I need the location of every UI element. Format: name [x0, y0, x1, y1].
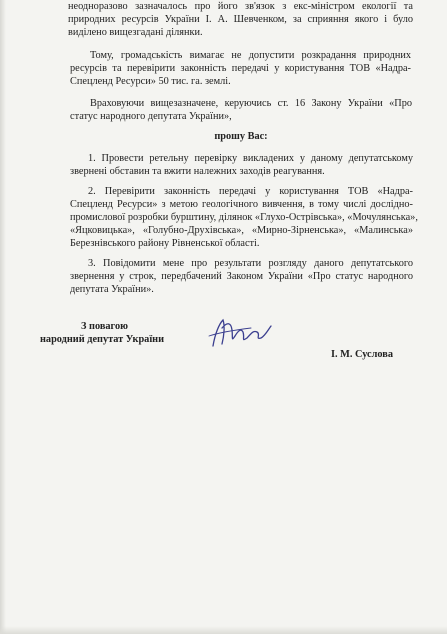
intro-line-2: природних ресурсів України І. А. Шевченком, за сприяння якого і було	[68, 14, 413, 25]
item-2-line-3: промислової розробки бурштину, ділянок «Глухо-Острівська», «Мочулянська»,	[70, 212, 418, 223]
scan-bottom-shadow	[0, 626, 447, 634]
handwritten-signature	[205, 316, 275, 350]
item-1-line-2: звернені обставин та вжити належних заходів реагування.	[70, 166, 325, 177]
item-2-line-5: Березнівського району Рівненської області.	[70, 238, 260, 249]
intro-line-3: виділено вищезгадані ділянки.	[68, 27, 203, 38]
closing-regards: З повагою	[81, 321, 128, 332]
signatory-name: І. М. Суслова	[331, 349, 393, 360]
closing-title: народний депутат України	[40, 334, 165, 345]
intro-line-1: неодноразово зазначалось про його зв'язок з екс-міністром екології та	[68, 1, 413, 12]
item-3-line-2: звернення у строк, передбачений Законом України «Про статус народного	[70, 271, 413, 282]
item-2-line-4: «Яцковицька», «Голубно-Друхівська», «Мирно-Зірненська», «Малинська»	[70, 225, 413, 236]
item-2-line-2: Спецленд Ресурси» з метою геологічного вивчення, в тому числі дослідно-	[70, 199, 413, 210]
basis-line-2: статус народного депутата України»,	[70, 111, 232, 122]
basis-line-1: Враховуючи вищезазначене, керуючись ст. 16 Закону України «Про	[90, 98, 412, 109]
request-heading: прошу Вас:	[214, 131, 268, 142]
demand-line-3: Спецленд Ресурси» 50 тис. га. землі.	[70, 76, 231, 87]
item-3-line-3: депутата України».	[70, 284, 154, 295]
demand-line-2: ресурсів та перевірити законність передачі у користування ТОВ «Надра-	[70, 63, 411, 74]
scan-edge-shadow	[0, 0, 6, 634]
item-1-line-1: 1. Провести ретельну перевірку викладених у даному депутатському	[88, 153, 413, 164]
demand-line-1: Тому, громадськість вимагає не допустити розкрадання природних	[90, 50, 411, 61]
item-2-line-1: 2. Перевірити законність передачі у користування ТОВ «Надра-	[88, 186, 413, 197]
item-3-line-1: 3. Повідомити мене про результати розгляду даного депутатського	[88, 258, 413, 269]
